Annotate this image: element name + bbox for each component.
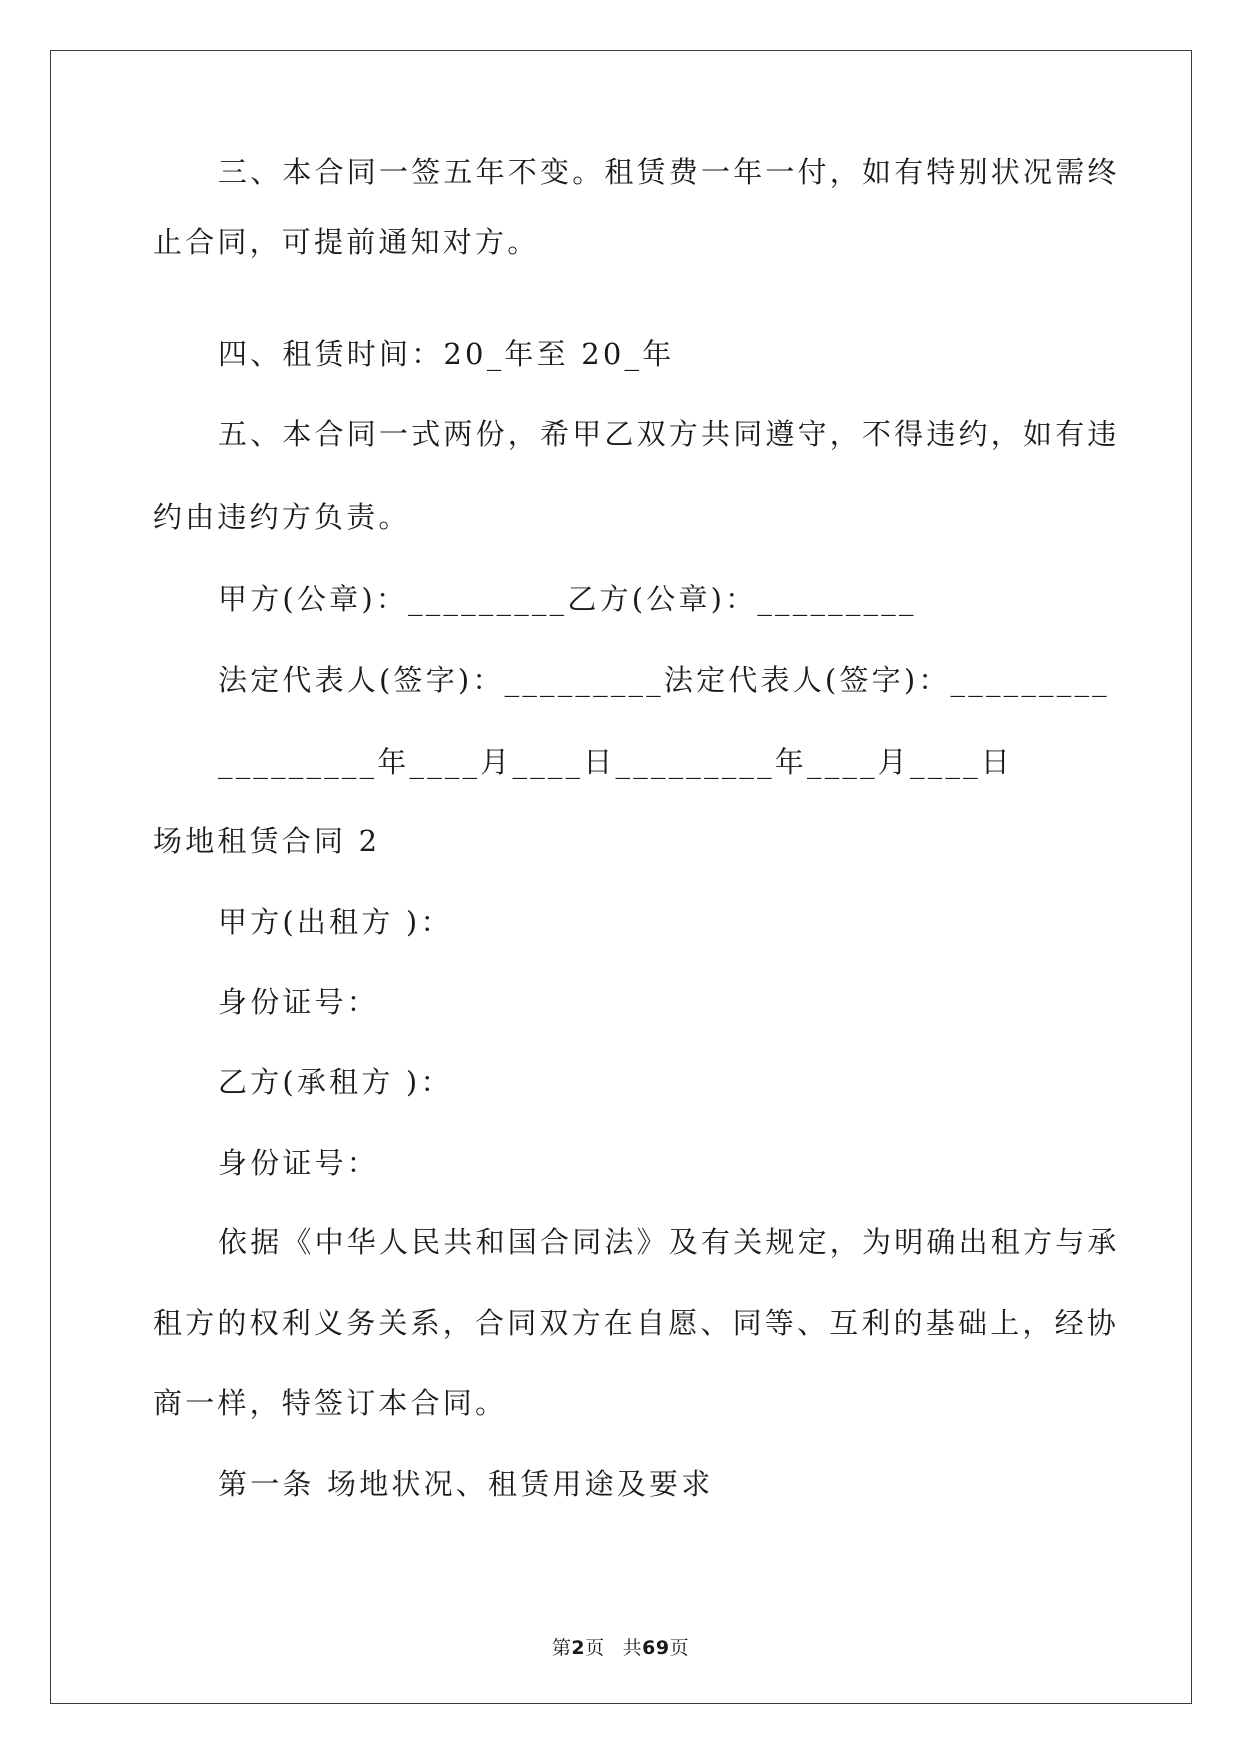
party-a: 甲方(出租方 )： xyxy=(218,905,453,939)
footer-page-number: 2 xyxy=(571,1637,586,1659)
preamble-line-1: 依据《中华人民共和国合同法》及有关规定，为明确出租方与承 xyxy=(218,1225,1120,1259)
footer-total-suffix: 页 xyxy=(669,1637,690,1659)
footer-page-suffix: 页 xyxy=(585,1637,605,1659)
footer-total-pages: 69 xyxy=(642,1637,670,1659)
party-a-id: 身份证号： xyxy=(218,985,380,1019)
preamble-line-3: 商一样，特签订本合同。 xyxy=(153,1386,508,1420)
clause-4: 四、租赁时间：20_年至 20_年 xyxy=(218,337,675,371)
party-b: 乙方(承租方 )： xyxy=(218,1065,453,1099)
clause-3-line-2: 止合同，可提前通知对方。 xyxy=(153,225,540,259)
clause-3-line-1: 三、本合同一签五年不变。租赁费一年一付，如有特别状况需终 xyxy=(218,155,1120,189)
page-footer xyxy=(0,1633,1241,1660)
preamble-line-2: 租方的权利义务关系，合同双方在自愿、同等、互利的基础上，经协 xyxy=(153,1306,1120,1340)
seal-line: 甲方(公章)：_________乙方(公章)：_________ xyxy=(218,582,917,616)
clause-5-line-1: 五、本合同一式两份，希甲乙双方共同遵守，不得违约，如有违 xyxy=(218,417,1120,451)
page-border xyxy=(50,50,1192,1704)
signature-line: 法定代表人(签字)：_________法定代表人(签字)：_________ xyxy=(218,663,1110,697)
clause-5-line-2: 约由违约方负责。 xyxy=(153,500,411,534)
section-title: 场地租赁合同 2 xyxy=(153,824,381,858)
article-1-heading: 第一条 场地状况、租赁用途及要求 xyxy=(218,1467,714,1501)
footer-total-prefix: 共 xyxy=(622,1637,643,1659)
party-b-id: 身份证号： xyxy=(218,1146,380,1180)
date-line: _________年____月____日_________年____月____日 xyxy=(218,745,1014,779)
footer-page-prefix: 第 xyxy=(551,1637,572,1659)
